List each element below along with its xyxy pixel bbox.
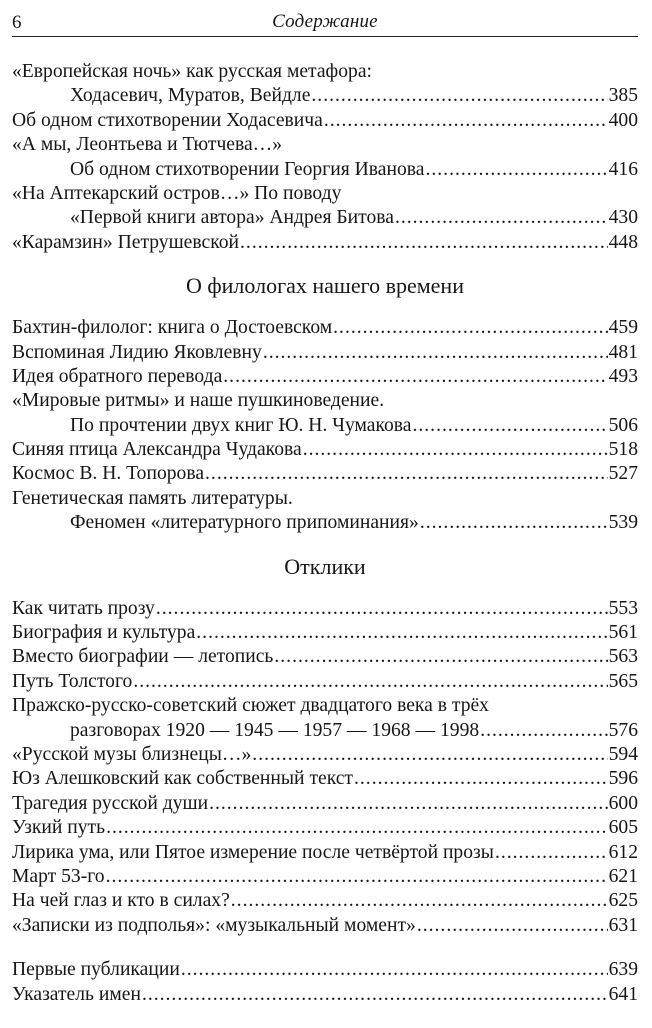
toc-page-number: 625 [608, 890, 638, 912]
toc-entry-title: Идея обратного перевода [12, 365, 223, 387]
block-spacer [12, 938, 638, 958]
leader-dots [311, 84, 607, 108]
toc-entry-title-cont: Феномен «литературного припоминания» [70, 512, 419, 534]
toc-page-number: 539 [608, 512, 638, 534]
toc-entry[interactable] [12, 621, 638, 645]
toc-entry-title: Путь Толстого [12, 670, 133, 692]
leader-dots [196, 621, 607, 645]
table-of-contents [12, 60, 638, 1007]
toc-entry[interactable] [12, 743, 638, 767]
toc-entry[interactable] [12, 109, 638, 133]
toc-entry-title: Трагедия русской души [12, 792, 209, 814]
toc-page-number: 553 [608, 597, 638, 619]
leader-dots [223, 365, 607, 389]
toc-entry[interactable] [12, 694, 638, 743]
toc-entry-title: Синяя птица Александра Чудакова [12, 439, 302, 461]
toc-entry-title-cont: По прочтении двух книг Ю. Н. Чумакова [70, 414, 412, 436]
toc-page-number: 385 [608, 85, 638, 107]
toc-page-number: 639 [608, 959, 638, 981]
toc-entry[interactable] [12, 182, 638, 231]
leader-dots [156, 597, 608, 621]
toc-entry[interactable] [12, 389, 638, 438]
toc-entry-title: Юз Алешковский как собственный текст [12, 768, 353, 790]
leader-dots [412, 414, 607, 438]
toc-page-number: 416 [608, 158, 638, 180]
toc-entry-title: Пражско-русско-советский сюжет двадцатого века в трёх [12, 695, 489, 717]
toc-page-number: 481 [608, 341, 638, 363]
toc-page-number: 621 [608, 865, 638, 887]
toc-page-number: 518 [608, 439, 638, 461]
toc-page-number: 594 [608, 743, 638, 765]
toc-entry[interactable] [12, 316, 638, 340]
toc-entry-title: Март 53-го [12, 865, 105, 887]
toc-entry-title-cont: «Первой книги автора» Андрея Битова [70, 207, 394, 229]
toc-entry[interactable] [12, 365, 638, 389]
toc-entry-title: Генетическая память литературы. [12, 487, 293, 509]
toc-entry[interactable] [12, 60, 638, 109]
leader-dots [181, 958, 608, 982]
toc-page-number: 641 [608, 983, 638, 1005]
toc-page-number: 430 [608, 207, 638, 229]
toc-entry-title: Биография и культура [12, 622, 196, 644]
page-header [12, 10, 638, 37]
toc-page-number: 527 [608, 463, 638, 485]
running-title: Содержание [272, 11, 378, 32]
toc-entry[interactable] [12, 597, 638, 621]
toc-entry-title: Об одном стихотворении Ходасевича [12, 109, 323, 131]
toc-entry-title: «Европейская ночь» как русская метафора: [12, 61, 372, 82]
toc-entry[interactable] [12, 983, 638, 1007]
leader-dots [354, 767, 608, 791]
toc-entry[interactable] [12, 889, 638, 913]
toc-entry-title: «Карамзин» Петрушевской [12, 231, 240, 253]
toc-entry[interactable] [12, 792, 638, 816]
leader-dots [333, 316, 607, 340]
leader-dots [495, 841, 608, 865]
section-title: Отклики [284, 553, 366, 579]
toc-entry-title: Бахтин-филолог: книга о Достоевском [12, 317, 333, 339]
toc-entry[interactable] [12, 133, 638, 182]
page-number: 6 [12, 12, 22, 33]
toc-entry[interactable] [12, 958, 638, 982]
leader-dots [417, 914, 608, 938]
leader-dots [142, 983, 608, 1007]
toc-page-number: 506 [608, 414, 638, 436]
toc-entry-title-cont: Ходасевич, Муратов, Вейдле [70, 85, 311, 107]
leader-dots [133, 670, 607, 694]
toc-page-number: 561 [608, 622, 638, 644]
leader-dots [106, 865, 608, 889]
leader-dots [252, 743, 607, 767]
toc-entry[interactable] [12, 438, 638, 462]
toc-page-number: 448 [608, 231, 638, 253]
toc-page-number: 459 [608, 317, 638, 339]
leader-dots [106, 816, 608, 840]
toc-entry-title: «А мы, Леонтьева и Тютчева…» [12, 134, 283, 156]
toc-entry-title: Как читать прозу [12, 597, 155, 619]
leader-dots [395, 206, 608, 230]
toc-entry[interactable] [12, 341, 638, 365]
toc-entry[interactable] [12, 231, 638, 255]
toc-entry-title: «Мировые ритмы» и наше пушкиноведение. [12, 390, 385, 412]
toc-entry-title: Первые публикации [12, 959, 180, 981]
toc-page-number: 600 [608, 792, 638, 814]
toc-entry-title: «Русской музы близнецы…» [12, 743, 252, 765]
toc-entry[interactable] [12, 816, 638, 840]
toc-entry-title: На чей глаз и кто в силах? [12, 890, 230, 912]
leader-dots [274, 645, 607, 669]
section-title: О филологах нашего времени [186, 273, 464, 299]
toc-page-number: 565 [608, 670, 638, 692]
leader-dots [324, 109, 608, 133]
toc-page-number: 631 [608, 914, 638, 936]
toc-entry[interactable] [12, 841, 638, 865]
toc-entry[interactable] [12, 487, 638, 536]
leader-dots [240, 231, 608, 255]
toc-page-number: 576 [608, 719, 638, 741]
leader-dots [263, 341, 608, 365]
toc-entry-title-cont: разговорах 1920 — 1945 — 1957 — 1968 — 1998 [70, 719, 480, 741]
toc-entry-title: «Записки из подполья»: «музыкальный момент» [12, 914, 416, 936]
toc-page-number: 400 [608, 109, 638, 131]
toc-entry-title: Вместо биографии — летопись [12, 646, 274, 668]
toc-entry-title-cont: Об одном стихотворении Георгия Иванова [70, 158, 425, 180]
toc-entry[interactable] [12, 914, 638, 938]
leader-dots [303, 438, 608, 462]
leader-dots [480, 719, 607, 743]
toc-entry[interactable] [12, 462, 638, 486]
toc-page-number: 563 [608, 646, 638, 668]
toc-entry[interactable] [12, 645, 638, 669]
toc-entry-title: «На Аптекарский остров…» По поводу [12, 182, 342, 204]
toc-page-number: 596 [608, 768, 638, 790]
toc-entry[interactable] [12, 767, 638, 791]
toc-entry-title: Указатель имен [12, 983, 141, 1005]
toc-entry[interactable] [12, 670, 638, 694]
leader-dots [231, 889, 608, 913]
toc-entry[interactable] [12, 865, 638, 889]
leader-dots [420, 511, 608, 535]
leader-dots [205, 462, 608, 486]
leader-dots [425, 158, 607, 182]
leader-dots [209, 792, 608, 816]
toc-page-number: 605 [608, 817, 638, 839]
toc-entry-title: Лирика ума, или Пятое измерение после четвёртой прозы [12, 841, 494, 863]
toc-entry-title: Узкий путь [12, 817, 106, 839]
toc-entry-title: Космос В. Н. Топорова [12, 463, 205, 485]
toc-page-number: 493 [608, 365, 638, 387]
toc-page-number: 612 [608, 841, 638, 863]
toc-entry-title: Вспоминая Лидию Яковлевну [12, 341, 262, 363]
